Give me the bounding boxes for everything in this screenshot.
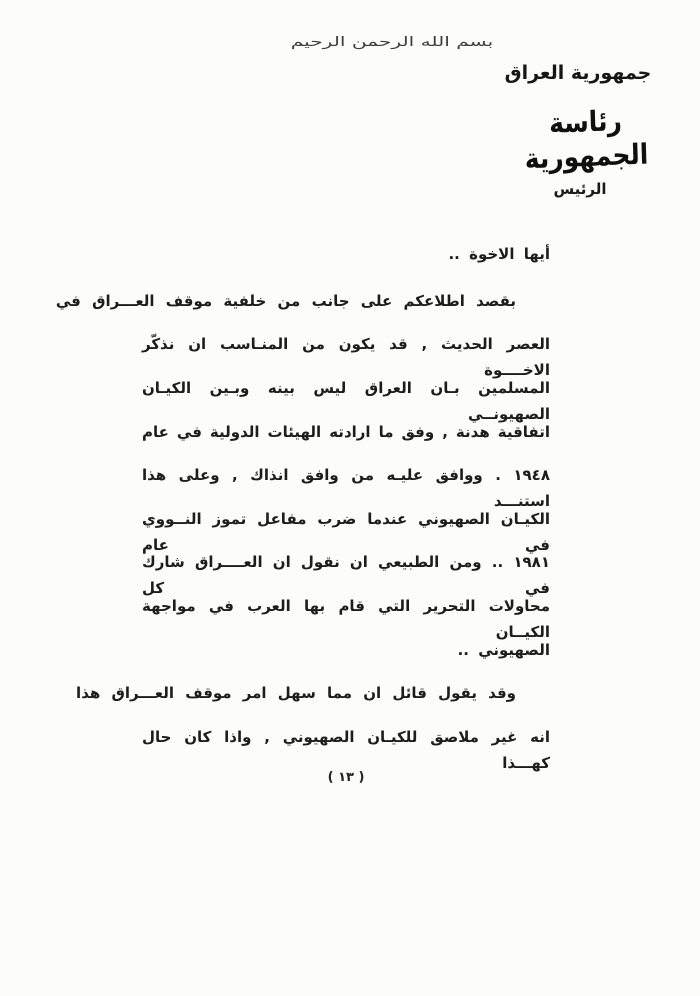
body-line: محاولات التحرير التي قام بها العرب في مواجهة الكيــان (142, 597, 550, 641)
presidency-emblem-text: رئاسة الجمهورية (524, 105, 649, 176)
body-line: ١٩٨١ .. ومن الطبيعي ان نقول ان العــــراق شارك في كل (142, 553, 550, 597)
president-title: الرئيس (553, 180, 607, 198)
body-line: بقصد اطلاعكم على جانب من خلفية موقف العـــراق في (55, 292, 516, 310)
body-line: الصهيوني .. (457, 641, 550, 659)
body-line: العصر الحديث , قد يكون من المنـاسب ان نذكّر الاخــــوة (142, 335, 550, 379)
body-line: وقد يقول قائل ان مما سهل امر موقف العـــراق هذا (76, 684, 516, 702)
body-line: اتفاقية هدنة , وفق ما ارادته الهيئات الدولية في عام (142, 423, 550, 441)
body-line: المسلمين بـان العراق ليس بينه وبـين الكيـان الصهيونــي (142, 379, 550, 423)
body-line: انه غير ملاصق للكيـان الصهيوني , واذا كان حال كهـــذا (142, 728, 550, 772)
bismillah-calligraphy: بسم الله الرحمن الرحيم (290, 35, 494, 50)
body-text-block (55, 0, 550, 996)
letterhead-country-title: جمهورية العراق (504, 62, 652, 84)
body-line: الكيـان الصهيوني عندما ضرب مفاعل تموز النــووي في عام (142, 510, 550, 554)
body-line: ١٩٤٨ . ووافق عليـه من وافق انذاك , وعلى هذا استنـــد (142, 466, 550, 510)
page-number: ( ١٣ ) (327, 770, 365, 785)
salutation-heading: أيها الاخوة .. (448, 245, 550, 263)
